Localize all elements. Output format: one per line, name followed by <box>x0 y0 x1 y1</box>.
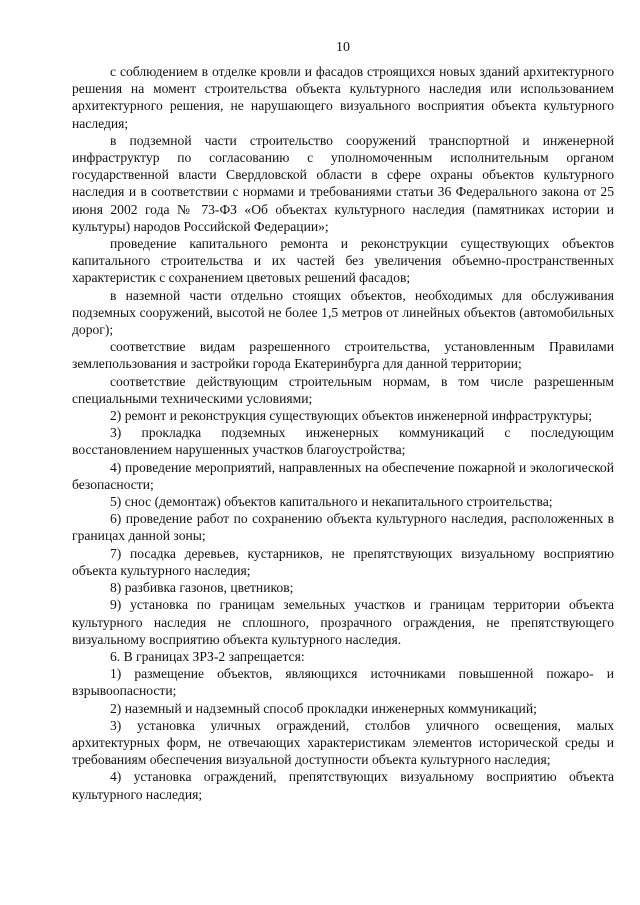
paragraph: проведение капитального ремонта и реконструкции существующих объектов капитального строительства и их частей без увеличения объемно-пространственных характеристик с сохранением цветовых решений фасадов; <box>72 236 614 286</box>
section-heading: 6. В границах ЗРЗ-2 запрещается: <box>110 648 305 664</box>
list-item: 6) проведение работ по сохранению объекта культурного наследия, расположенных в границах данной зоны; <box>72 511 614 544</box>
paragraph: с соблюдением в отделке кровли и фасадов строящихся новых зданий архитектурного решения на момент строительства объекта культурного наследия или использованием архитектурного решения, не нарушающего визуального восприятия объекта культурного наследия; <box>72 64 614 131</box>
paragraph: в наземной части отдельно стоящих объектов, необходимых для обслуживания подземных сооружений, высотой не более 1,5 метров от линейных объектов (автомобильных дорог); <box>72 287 614 338</box>
document-page <box>72 40 614 803</box>
list-item: 3) прокладка подземных инженерных коммуникаций с последующим восстановлением нарушенных участков благоустройства; <box>72 425 614 458</box>
list-item: 8) разбивка газонов, цветников; <box>110 580 294 596</box>
list-item: 1) размещение объектов, являющихся источниками повышенной пожаро- и взрывоопасности; <box>72 666 614 699</box>
list-item: 2) наземный и надземный способ прокладки инженерных коммуникаций; <box>110 700 537 716</box>
paragraph: соответствие действующим строительным нормам, в том числе разрешенным специальными техническими условиями; <box>72 373 614 406</box>
list-item: 4) установка ограждений, препятствующих визуальному восприятию объекта культурного наследия; <box>72 769 614 802</box>
list-item: 2) ремонт и реконструкция существующих объектов инженерной инфраструктуры; <box>110 408 593 424</box>
paragraph: соответствие видам разрешенного строительства, установленным Правилами землепользования и застройки города Екатеринбурга для данной территории; <box>72 339 614 372</box>
paragraph: в подземной части строительство сооружений транспортной и инженерной инфраструктур по согласованию с уполномоченным исполнительным органом государственной власти Свердловской области в сфере охраны объектов культурного наследия и в соответствии с нормами и требованиями статьи 36 Федерального закона от 25 июня 2002 года № 73-ФЗ «Об объектах культурного наследия (памятниках истории и культуры) народов Российской Федерации»; <box>72 132 614 234</box>
list-item: 5) снос (демонтаж) объектов капитального и некапитального строительства; <box>110 494 553 510</box>
list-item: 7) посадка деревьев, кустарников, не препятствующих визуальному восприятию объекта культурного наследия; <box>72 545 614 578</box>
page-number: 10 <box>336 40 350 55</box>
list-item: 4) проведение мероприятий, направленных на обеспечение пожарной и экологической безопасности; <box>72 459 614 492</box>
list-item: 3) установка уличных ограждений, столбов уличного освещения, малых архитектурных форм, не отвечающих характеристикам элементов исторической среды и требованиям обеспечения визуальной доступности объекта культурного наследия; <box>72 717 614 768</box>
list-item: 9) установка по границам земельных участков и границам территории объекта культурного наследия не сплошного, прозрачного ограждения, не препятствующего визуальному восприятию объекта культурного наследия. <box>72 597 614 647</box>
